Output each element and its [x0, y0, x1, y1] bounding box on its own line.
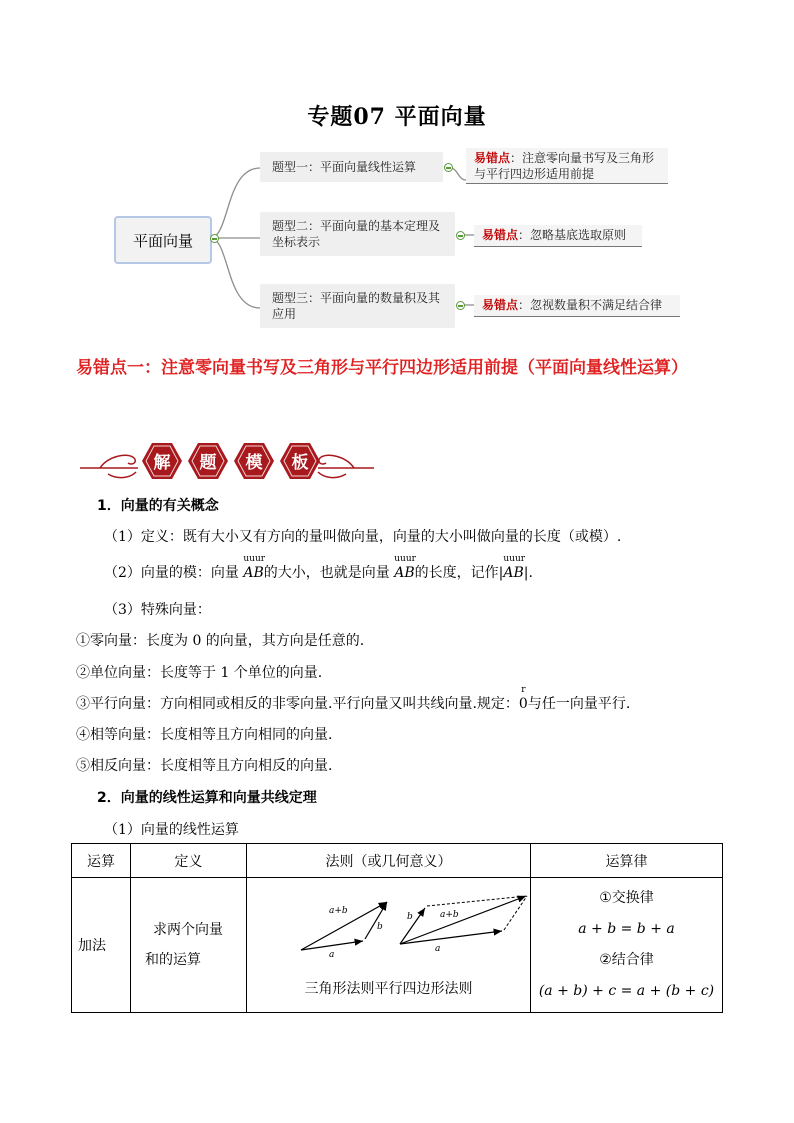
mindmap-root-label: 平面向量 [132, 231, 193, 250]
collapse-icon[interactable] [456, 301, 465, 310]
mindmap-pitfall-1 [466, 148, 668, 184]
mindmap-branch-3 [260, 284, 455, 328]
table-header-row [72, 844, 723, 878]
subheading-2: 2．向量的线性运算和向量共线定理 [97, 790, 317, 806]
tri-a-label: a [329, 950, 335, 960]
banner-char: 板 [291, 453, 309, 473]
paragraph-magnitude: （2）向量的模：向量 uuur AB的大小，也就是向量 uuur AB的长度，记作| uuur AB|. [104, 554, 533, 581]
op-cell: 加法 [72, 878, 131, 1013]
header-cell: 法则（或几何意义） [247, 844, 531, 878]
pitfall-tag: 易错点 [482, 298, 519, 312]
header-cell: 运算 [72, 844, 131, 878]
header-cell: 定义 [131, 844, 247, 878]
vector-ab: uuur AB [243, 554, 266, 581]
banner-char: 题 [199, 453, 217, 473]
commutative-law: a + b = b + a [578, 921, 675, 937]
mindmap-branch-2 [260, 212, 455, 256]
branch-label: 题型二：平面向量的基本定理及坐标表示 [272, 219, 441, 249]
subheading-1: 1．向量的有关概念 [97, 498, 219, 514]
rule-cell [247, 878, 531, 1013]
paragraph-special: （3）特殊向量： [104, 602, 211, 618]
mindmap-pitfall-2 [474, 225, 642, 247]
banner-decoration [78, 436, 378, 486]
mindmap-root [114, 216, 212, 264]
para-sum-label: a+b [440, 910, 459, 920]
tri-sum-label: a+b [329, 906, 348, 916]
vector-ab: uuur AB [394, 554, 416, 581]
list-item: ①零向量：长度为 0 的向量，其方向是任意的. [76, 633, 365, 649]
banner-char: 解 [153, 453, 171, 473]
law-title: ①交换律 [599, 890, 654, 906]
banner-char: 模 [245, 453, 263, 473]
list-item: ②单位向量：长度等于 1 个单位的向量. [76, 665, 323, 681]
law-cell [531, 878, 723, 1013]
collapse-icon[interactable] [210, 234, 219, 243]
pitfall-tag: 易错点 [482, 228, 519, 242]
definition-cell: 求两个向量 和的运算 [131, 878, 247, 1013]
vector-ab: uuur AB [503, 554, 526, 581]
pitfall-text: ：注意零向量书写及三角形与平行四边形适用前提 [474, 151, 655, 181]
paragraph-linear-ops: （1）向量的线性运算 [104, 822, 239, 838]
mindmap-branch-1 [260, 152, 443, 182]
table-row [72, 878, 723, 1013]
pitfall-tag: 易错点 [474, 151, 511, 165]
pitfall-text: ：忽略基底选取原则 [518, 228, 627, 242]
rule-caption: 三角形法则平行四边形法则 [304, 981, 473, 997]
paragraph-definition: （1）定义：既有大小又有方向的量叫做向量，向量的大小叫做向量的长度（或模）. [104, 529, 622, 545]
list-item: ④相等向量：长度相等且方向相同的向量. [76, 727, 333, 743]
page-title: 专题07 平面向量 [307, 104, 487, 130]
tri-b-label: b [377, 922, 383, 932]
operations-table [71, 843, 723, 1013]
collapse-icon[interactable] [444, 163, 453, 172]
para-b-label: b [407, 912, 413, 922]
law-title: ②结合律 [599, 952, 654, 968]
para-a-label: a [435, 944, 441, 954]
list-item: ③平行向量：方向相同或相反的非零向量.平行向量又叫共线向量.规定： r 0与任一向量平行. [76, 685, 631, 712]
header-cell: 运算律 [531, 844, 723, 878]
vector-diagrams [247, 878, 530, 978]
branch-label: 题型三：平面向量的数量积及其应用 [272, 291, 441, 321]
list-item: ⑤相反向量：长度相等且方向相反的向量. [76, 758, 333, 774]
section-heading: 易错点一：注意零向量书写及三角形与平行四边形适用前提（平面向量线性运算） [76, 358, 688, 378]
zero-vector: r 0 [518, 685, 528, 712]
associative-law: (a + b) + c = a + (b + c) [538, 983, 715, 999]
branch-label: 题型一：平面向量线性运算 [272, 160, 417, 174]
mindmap-pitfall-3 [474, 295, 680, 317]
pitfall-text: ：忽视数量积不满足结合律 [518, 298, 663, 312]
collapse-icon[interactable] [456, 231, 465, 240]
